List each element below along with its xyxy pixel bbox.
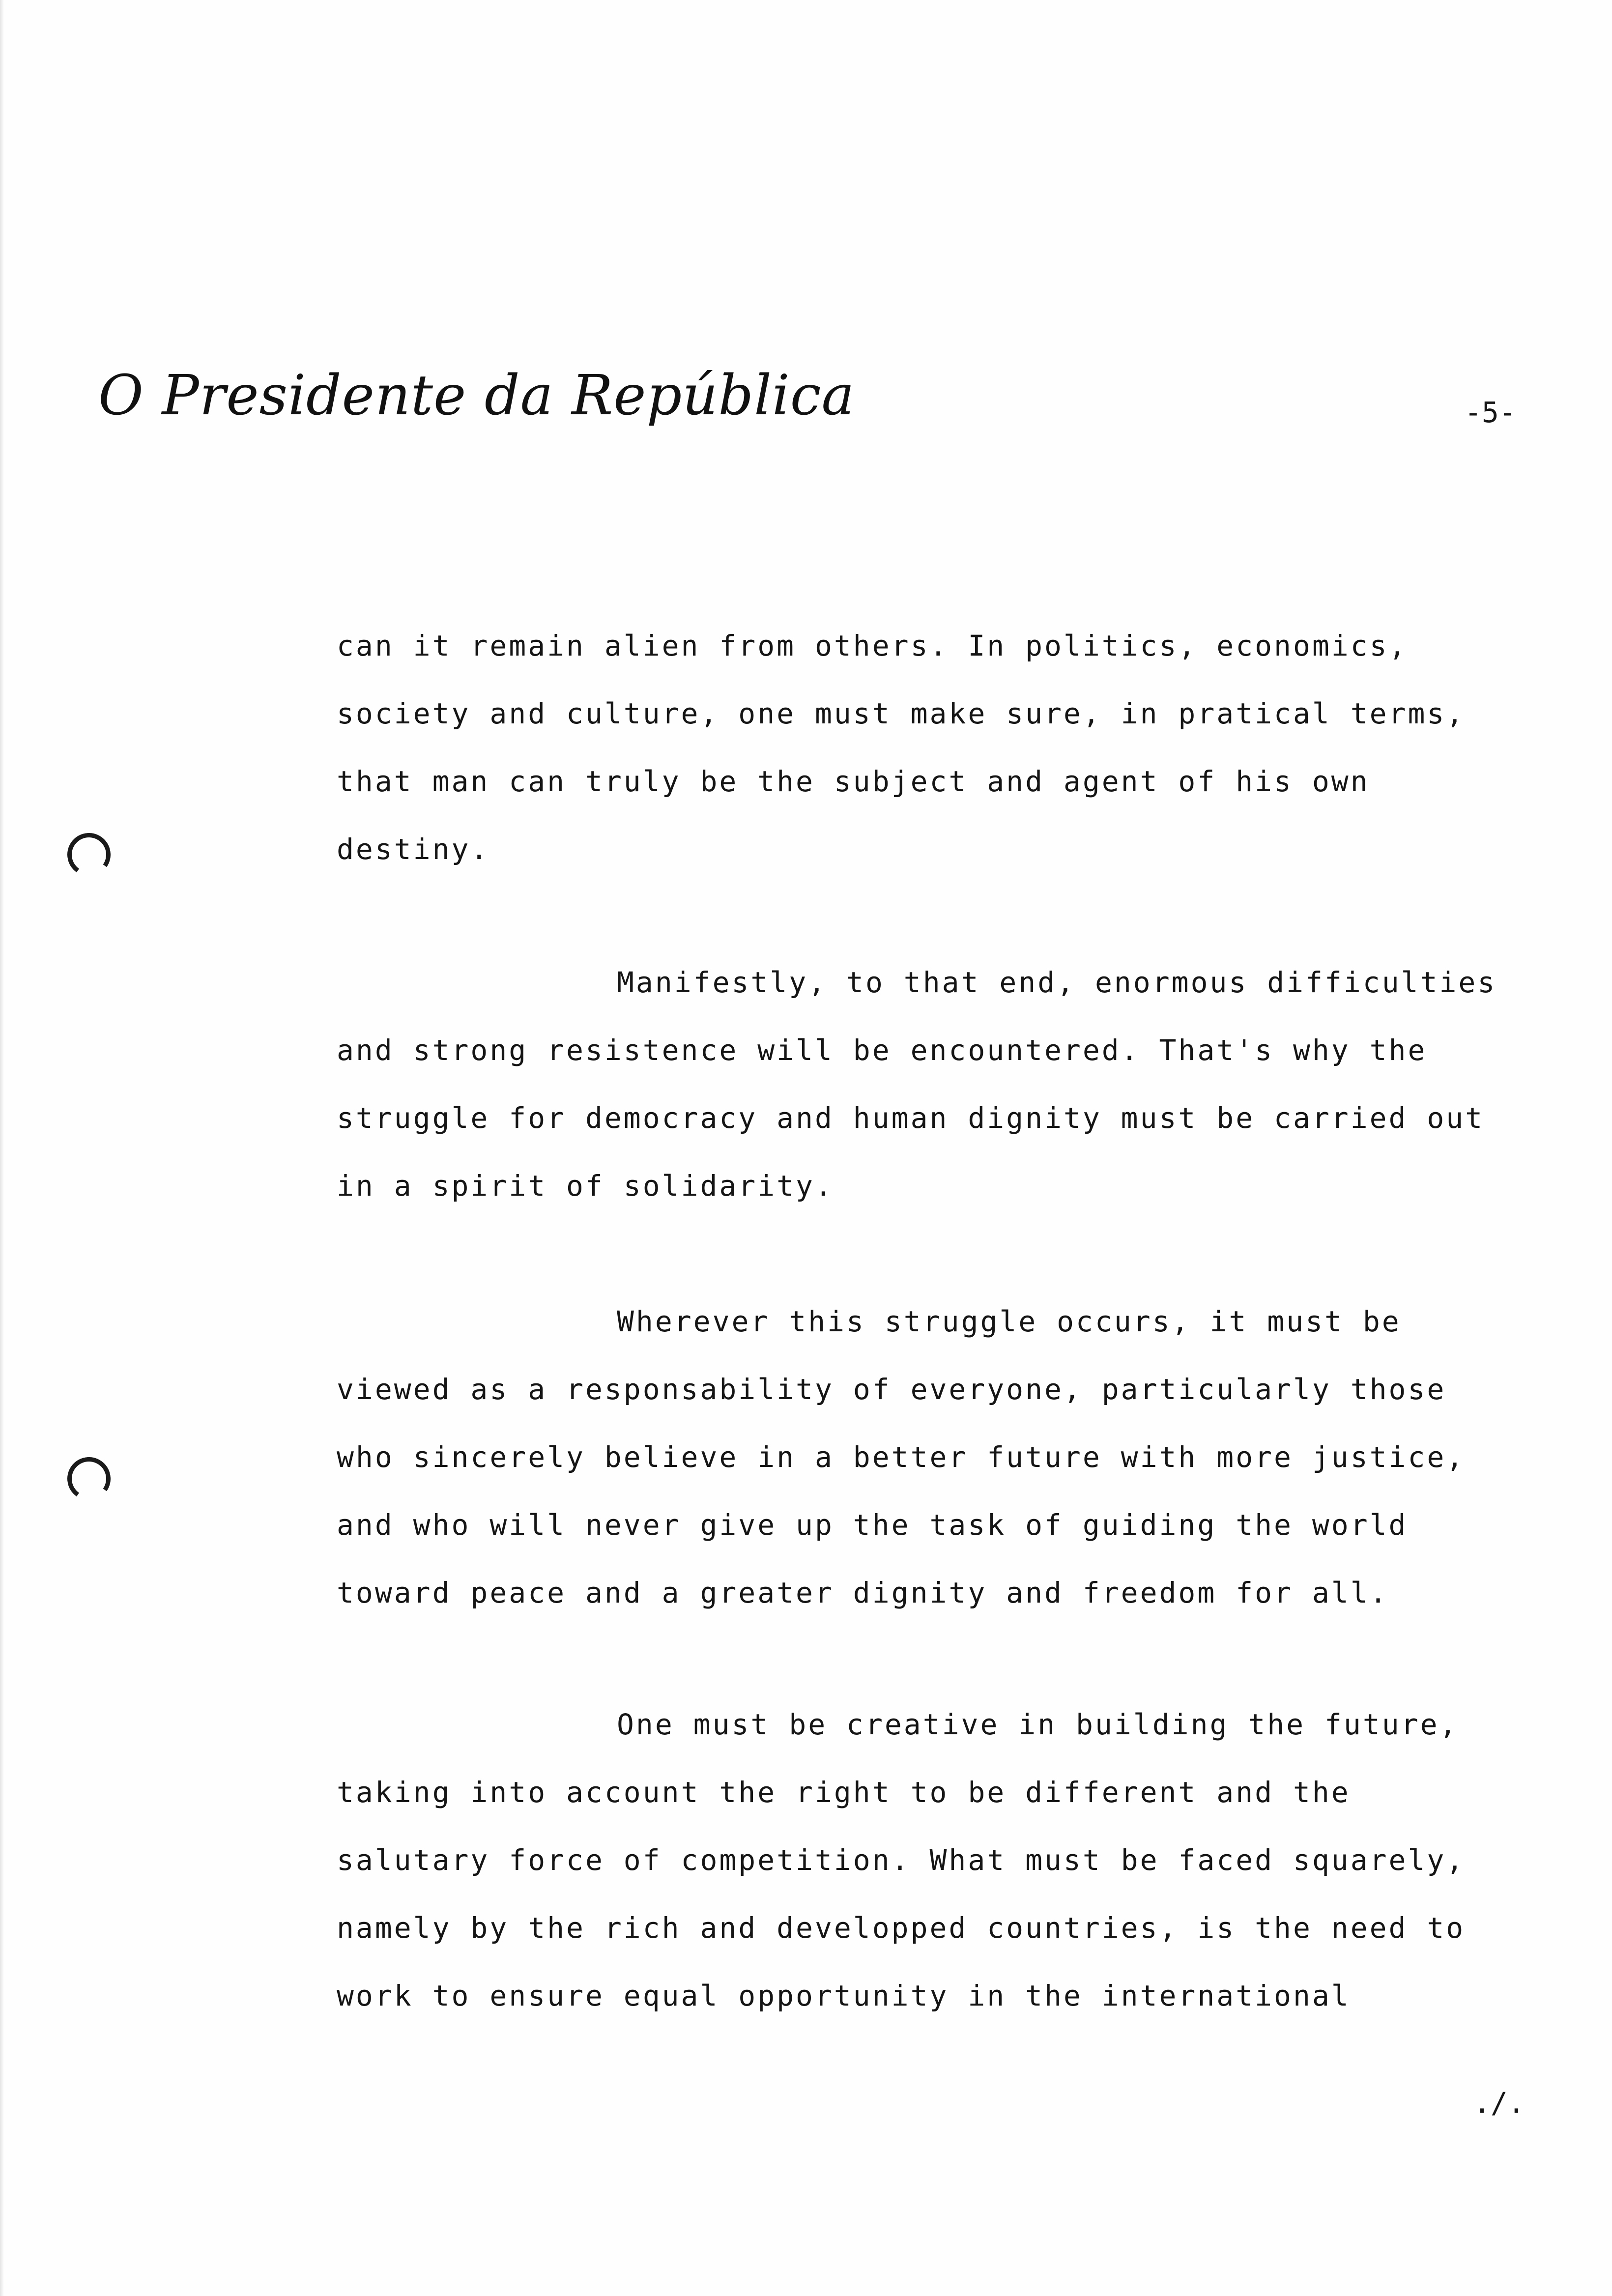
text-line: society and culture, one must make sure, in pratical terms, xyxy=(337,697,1466,730)
paragraph-1 xyxy=(337,612,1546,883)
text-line: Wherever this struggle occurs, it must be xyxy=(617,1305,1401,1338)
text-line: work to ensure equal opportunity in the international xyxy=(337,1979,1351,2012)
text-line: Manifestly, to that end, enormous difficulties xyxy=(617,966,1497,999)
text-line: can it remain alien from others. In politics, economics, xyxy=(337,629,1408,662)
text-line: destiny. xyxy=(337,832,490,866)
page-edge-shadow xyxy=(0,0,4,2296)
text-line: that man can truly be the subject and agent of his own xyxy=(337,765,1370,798)
continuation-mark: ./. xyxy=(1473,2086,1525,2120)
punch-hole-mark xyxy=(64,830,114,880)
text-line: One must be creative in building the future, xyxy=(617,1708,1459,1741)
page-number: -5- xyxy=(1465,396,1516,429)
letterhead-title: O Presidente da República xyxy=(98,364,855,428)
text-line: who sincerely believe in a better future with more justice, xyxy=(337,1440,1466,1474)
punch-hole-mark xyxy=(64,1454,114,1504)
text-line: viewed as a responsability of everyone, particularly those xyxy=(337,1373,1446,1406)
text-line: struggle for democracy and human dignity must be carried out xyxy=(337,1101,1485,1135)
text-line: namely by the rich and developped countries, is the need to xyxy=(337,1911,1466,1945)
text-line: taking into account the right to be different and the xyxy=(337,1776,1351,1809)
text-line: and strong resistence will be encountered. That's why the xyxy=(337,1033,1427,1067)
text-line: and who will never give up the task of guiding the world xyxy=(337,1508,1408,1542)
paragraph-3 xyxy=(337,1288,1546,1627)
text-line: salutary force of competition. What must be faced squarely, xyxy=(337,1843,1466,1877)
paragraph-2 xyxy=(337,948,1546,1220)
text-line: toward peace and a greater dignity and freedom for all. xyxy=(337,1576,1389,1609)
paragraph-4 xyxy=(337,1691,1546,2030)
text-line: in a spirit of solidarity. xyxy=(337,1169,834,1203)
